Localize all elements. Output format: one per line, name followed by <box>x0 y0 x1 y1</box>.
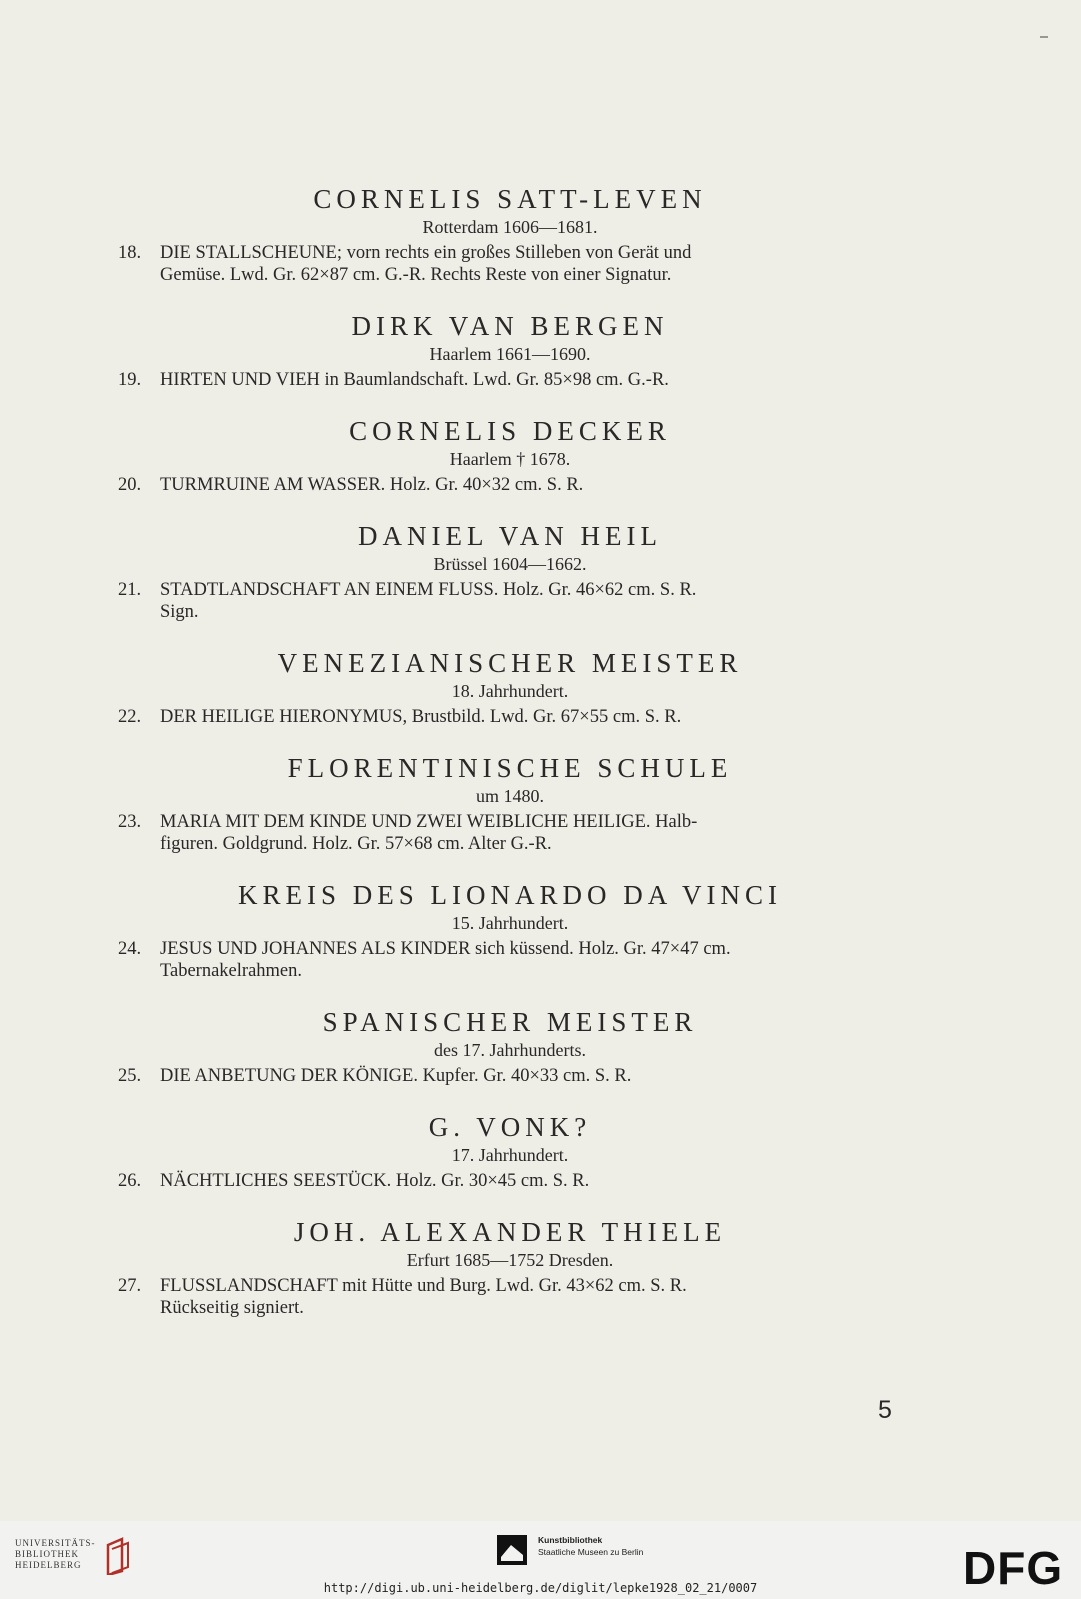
artist-heading: CORNELIS DECKER <box>349 416 671 446</box>
kunstbibliothek-label <box>538 1534 643 1558</box>
ub-logo-line: BIBLIOTHEK <box>15 1549 79 1559</box>
lot-number: 27. <box>118 1276 142 1296</box>
ub-logo-icon <box>102 1537 132 1575</box>
lot-entry <box>118 1275 902 1319</box>
lot-description <box>160 242 902 286</box>
section-gap <box>118 1087 902 1110</box>
lot-description <box>160 811 902 855</box>
artist-heading: KREIS DES LIONARDO DA VINCI <box>237 880 782 910</box>
artist-heading: G. VONK? <box>428 1112 592 1142</box>
lot-entry <box>118 579 902 623</box>
lot-description-line: MARIA MIT DEM KINDE UND ZWEI WEIBLICHE HEILIGE. Halb- <box>160 812 698 832</box>
lot-description <box>160 579 902 623</box>
page-number: 5 <box>878 1396 892 1424</box>
lot-description <box>160 706 902 728</box>
lot-number: 20. <box>118 475 142 495</box>
section-gap <box>118 391 902 414</box>
kb-title: Kunstbibliothek <box>538 1535 603 1545</box>
artist-heading: VENEZIANISCHER MEISTER <box>277 648 743 678</box>
catalog-section <box>118 286 902 391</box>
section-gap <box>118 1192 902 1215</box>
lot-description <box>160 1170 902 1192</box>
footer-bar <box>0 1521 1081 1599</box>
catalog-section <box>118 391 902 496</box>
lot-description-line: Rückseitig signiert. <box>160 1298 304 1318</box>
scan-mark <box>1040 36 1048 38</box>
artist-heading: DIRK VAN BERGEN <box>351 311 669 341</box>
lot-description-line: FLUSSLANDSCHAFT mit Hütte und Burg. Lwd. Gr. 43×62 cm. S. R. <box>160 1276 687 1296</box>
artist-origin: Haarlem † 1678. <box>449 449 571 469</box>
lot-entry <box>118 242 902 286</box>
lot-description <box>160 938 902 982</box>
catalog-section <box>118 496 902 623</box>
catalog-section <box>118 982 902 1087</box>
lot-entry <box>118 938 902 982</box>
artist-origin: des 17. Jahrhunderts. <box>434 1040 586 1060</box>
lot-description-line: Gemüse. Lwd. Gr. 62×87 cm. G.-R. Rechts Reste von einer Signatur. <box>160 265 672 285</box>
section-gap <box>118 982 902 1005</box>
lot-description-line: DIE ANBETUNG DER KÖNIGE. Kupfer. Gr. 40×33 cm. S. R. <box>160 1066 632 1086</box>
artist-origin: Brüssel 1604—1662. <box>433 554 587 574</box>
catalog-section <box>118 623 902 728</box>
lot-entry <box>118 369 902 391</box>
lot-number: 24. <box>118 939 142 959</box>
section-gap <box>118 286 902 309</box>
ub-logo-line: UNIVERSITÄTS- <box>15 1538 96 1548</box>
artist-origin: 17. Jahrhundert. <box>451 1145 569 1165</box>
lot-entry <box>118 811 902 855</box>
catalog-section <box>118 182 902 286</box>
lot-description-line: HIRTEN UND VIEH in Baumlandschaft. Lwd. Gr. 85×98 cm. G.-R. <box>160 370 669 390</box>
lot-number: 26. <box>118 1171 142 1191</box>
lot-number: 21. <box>118 580 142 600</box>
catalog-section <box>118 855 902 982</box>
kb-subtitle: Staatliche Museen zu Berlin <box>538 1547 644 1557</box>
artist-heading: JOH. ALEXANDER THIELE <box>293 1217 727 1247</box>
lot-description-line: Sign. <box>160 602 199 622</box>
artist-origin: Haarlem 1661—1690. <box>429 344 591 364</box>
artist-origin: um 1480. <box>475 786 544 806</box>
artist-origin: 15. Jahrhundert. <box>451 913 569 933</box>
artist-heading: DANIEL VAN HEIL <box>358 521 662 551</box>
lot-entry <box>118 1065 902 1087</box>
ub-logo-line: HEIDELBERG <box>15 1560 82 1570</box>
ub-heidelberg-logo[interactable] <box>15 1538 96 1571</box>
lot-entry <box>118 706 902 728</box>
lot-number: 23. <box>118 812 142 832</box>
lot-description <box>160 1065 902 1087</box>
permalink-url[interactable]: http://digi.ub.uni-heidelberg.de/diglit/lepke1928_02_21/0007 <box>323 1581 758 1595</box>
dfg-logo[interactable]: DFG <box>963 1542 1064 1594</box>
lot-description <box>160 474 902 496</box>
lot-number: 25. <box>118 1066 142 1086</box>
section-gap <box>118 623 902 646</box>
catalog-section <box>118 728 902 855</box>
lot-number: 19. <box>118 370 142 390</box>
lot-description-line: DIE STALLSCHEUNE; vorn rechts ein großes Stilleben von Gerät und <box>160 243 692 263</box>
lot-entry <box>118 474 902 496</box>
lot-number: 18. <box>118 243 142 263</box>
lot-description <box>160 1275 902 1319</box>
section-gap <box>118 728 902 751</box>
artist-heading: CORNELIS SATT-LEVEN <box>313 184 707 214</box>
artist-origin: 18. Jahrhundert. <box>451 681 569 701</box>
lot-description-line: STADTLANDSCHAFT AN EINEM FLUSS. Holz. Gr. 46×62 cm. S. R. <box>160 580 697 600</box>
lot-description-line: figuren. Goldgrund. Holz. Gr. 57×68 cm. Alter G.-R. <box>160 834 552 854</box>
artist-heading: FLORENTINISCHE SCHULE <box>287 753 733 783</box>
catalog-section <box>118 1087 902 1192</box>
kunstbibliothek-logo-icon[interactable] <box>497 1535 527 1565</box>
lot-entry <box>118 1170 902 1192</box>
section-gap <box>118 855 902 878</box>
lot-description-line: NÄCHTLICHES SEESTÜCK. Holz. Gr. 30×45 cm. S. R. <box>160 1171 590 1191</box>
lot-description <box>160 369 902 391</box>
lot-description-line: JESUS UND JOHANNES ALS KINDER sich küssend. Holz. Gr. 47×47 cm. <box>160 939 731 959</box>
catalog-section <box>118 1192 902 1319</box>
lot-description-line: TURMRUINE AM WASSER. Holz. Gr. 40×32 cm. S. R. <box>160 475 584 495</box>
lot-number: 22. <box>118 707 142 727</box>
artist-heading: SPANISCHER MEISTER <box>322 1007 698 1037</box>
artist-origin: Erfurt 1685—1752 Dresden. <box>406 1250 614 1270</box>
lot-description-line: Tabernakelrahmen. <box>160 961 303 981</box>
catalog-content <box>118 182 902 1319</box>
section-gap <box>118 496 902 519</box>
artist-origin: Rotterdam 1606—1681. <box>422 217 598 237</box>
lot-description-line: DER HEILIGE HIERONYMUS, Brustbild. Lwd. Gr. 67×55 cm. S. R. <box>160 707 682 727</box>
